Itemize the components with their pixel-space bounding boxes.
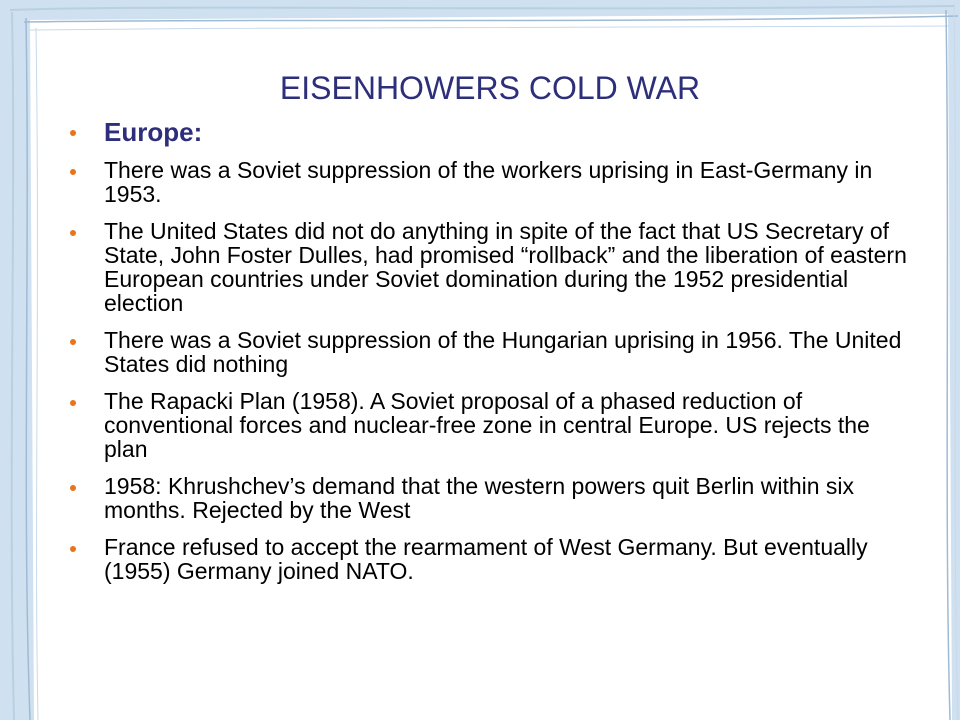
bullet-dot-icon — [70, 230, 76, 236]
bullet-dot-icon — [70, 485, 76, 491]
bullet-list — [70, 116, 910, 596]
bullet-text: There was a Soviet suppression of the Hungarian uprising in 1956. The United States did nothing — [104, 327, 902, 377]
list-item — [70, 219, 910, 315]
list-item — [70, 535, 910, 583]
list-item — [70, 474, 910, 522]
bullet-text: France refused to accept the rearmament of West Germany. But eventually (1955) Germany joined NATO. — [104, 534, 868, 584]
list-item — [70, 158, 910, 206]
bullet-text: The Rapacki Plan (1958). A Soviet proposal of a phased reduction of conventional forces and nuclear-free zone in central Europe. US rejects the plan — [104, 388, 870, 462]
bullet-text: The United States did not do anything in spite of the fact that US Secretary of State, John Foster Dulles, had promised “rollback” and the liberation of eastern European countries under Soviet domination during the 1952 presidential election — [104, 218, 907, 316]
bullet-dot-icon — [70, 400, 76, 406]
list-item-heading — [70, 116, 910, 148]
bullet-text: 1958: Khrushchev’s demand that the western powers quit Berlin within six months. Rejected by the West — [104, 473, 855, 523]
bullet-dot-icon — [70, 169, 76, 175]
list-item — [70, 328, 910, 376]
list-item — [70, 389, 910, 461]
bullet-dot-icon — [70, 130, 76, 136]
bullet-dot-icon — [70, 546, 76, 552]
bullet-dot-icon — [70, 339, 76, 345]
section-heading: Europe: — [104, 117, 203, 147]
slide-title: EISENHOWERS COLD WAR — [279, 70, 701, 106]
bullet-text: There was a Soviet suppression of the workers uprising in East-Germany in 1953. — [104, 157, 873, 207]
